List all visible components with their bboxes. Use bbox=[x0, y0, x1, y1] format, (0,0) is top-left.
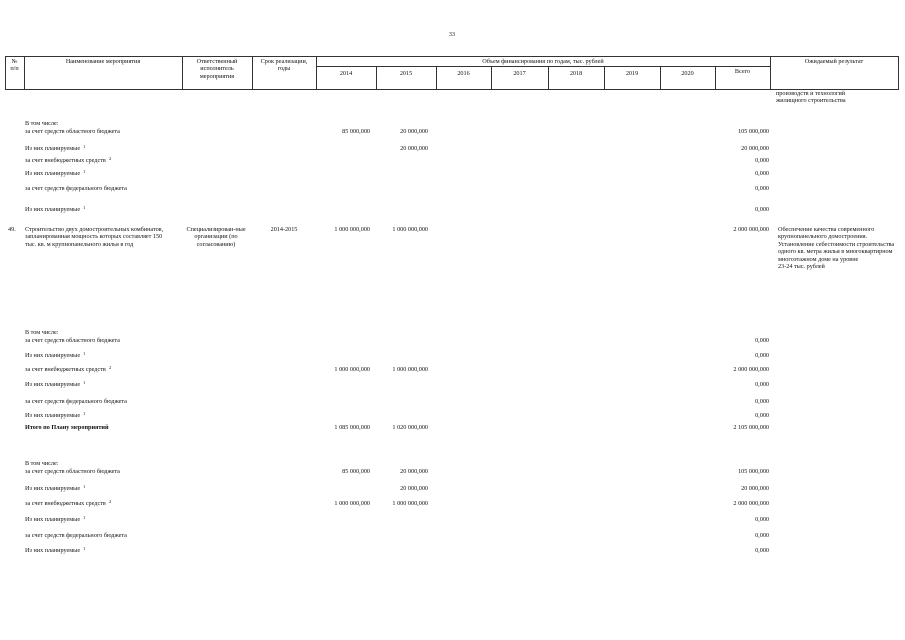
value-total: 2 000 000,000 bbox=[733, 500, 769, 507]
item-2015: 1 000 000,000 bbox=[392, 226, 428, 233]
value-total: 105 000,000 bbox=[738, 128, 769, 135]
itogo-label: Итого по Плану мероприятий bbox=[25, 424, 109, 431]
value-2014: 1 000 000,000 bbox=[334, 366, 370, 373]
item-number: 49. bbox=[8, 226, 16, 233]
itogo-2014: 1 085 000,000 bbox=[334, 424, 370, 431]
row-label: Из них планируемые bbox=[25, 145, 81, 152]
years-rule bbox=[316, 66, 770, 67]
header-bottom-rule bbox=[5, 89, 899, 90]
value-2014: 85 000,000 bbox=[342, 468, 370, 475]
value-total: 0,000 bbox=[755, 412, 769, 419]
value-2014: 85 000,000 bbox=[342, 128, 370, 135]
footnote-mark: 1 bbox=[83, 484, 86, 489]
footnote-wrap bbox=[81, 545, 85, 555]
header-top-rule bbox=[5, 56, 899, 57]
row-label: Из них планируемые bbox=[25, 485, 81, 492]
value-total: 0,000 bbox=[755, 532, 769, 539]
footnote-wrap bbox=[107, 364, 111, 374]
year-2018: 2018 bbox=[569, 70, 583, 77]
item-2014: 1 000 000,000 bbox=[334, 226, 370, 233]
value-total: 0,000 bbox=[755, 206, 769, 213]
value-total: 20 000,000 bbox=[741, 485, 769, 492]
footnote-mark: 1 bbox=[83, 169, 86, 174]
footnote-mark: 1 bbox=[83, 515, 86, 520]
row-label: за счет средств областного бюджета bbox=[25, 337, 120, 344]
row-label: за счет средств федерального бюджета bbox=[25, 185, 127, 192]
item-term: 2014-2015 bbox=[270, 226, 298, 233]
row-label: за счет внебюджетных средств bbox=[25, 500, 106, 507]
row-label: Из них планируемые bbox=[25, 170, 81, 177]
footnote-wrap bbox=[81, 379, 85, 389]
row-label: Из них планируемые bbox=[25, 352, 81, 359]
year-2017: 2017 bbox=[513, 70, 526, 77]
value-total: 0,000 bbox=[755, 337, 769, 344]
row-label: Из них планируемые bbox=[25, 547, 81, 554]
footnote-mark: 1 bbox=[83, 380, 86, 385]
item-exec: Специализирован-ные организации (по согласованию) bbox=[186, 226, 246, 248]
value-2015: 20 000,000 bbox=[400, 468, 428, 475]
year-total: Всего bbox=[734, 68, 751, 75]
itogo-total: 2 105 000,000 bbox=[733, 424, 769, 431]
year-2015: 2015 bbox=[399, 70, 413, 77]
footnote-mark: 2 bbox=[109, 156, 112, 161]
value-2015: 1 000 000,000 bbox=[392, 366, 428, 373]
value-total: 0,000 bbox=[755, 516, 769, 523]
footnote-wrap bbox=[107, 498, 111, 508]
row-label: Из них планируемые bbox=[25, 206, 81, 213]
footnote-wrap bbox=[107, 155, 111, 165]
footnote-mark: 1 bbox=[83, 144, 86, 149]
footnote-wrap bbox=[81, 204, 85, 214]
value-total: 20 000,000 bbox=[741, 145, 769, 152]
value-total: 0,000 bbox=[755, 547, 769, 554]
row-label: за счет средств федерального бюджета bbox=[25, 532, 127, 539]
value-2015: 1 000 000,000 bbox=[392, 500, 428, 507]
year-2020: 2020 bbox=[681, 70, 694, 77]
row-label: Из них планируемые bbox=[25, 412, 81, 419]
value-total: 0,000 bbox=[755, 170, 769, 177]
footnote-mark: 1 bbox=[83, 411, 86, 416]
value-2015: 20 000,000 bbox=[400, 145, 428, 152]
value-2015: 20 000,000 bbox=[400, 128, 428, 135]
vtom-label: В том числе: bbox=[25, 329, 59, 336]
footnote-mark: 1 bbox=[83, 546, 86, 551]
row-label: за счет средств федерального бюджета bbox=[25, 398, 127, 405]
row-label: за счет внебюджетных средств bbox=[25, 366, 106, 373]
header-funding: Объем финансирования по годам, тыс. рублей bbox=[482, 58, 604, 65]
year-2019: 2019 bbox=[625, 70, 639, 77]
footnote-wrap bbox=[81, 143, 85, 153]
value-total: 0,000 bbox=[755, 352, 769, 359]
footnote-wrap bbox=[81, 483, 85, 493]
header-term: Срок реализации, годы bbox=[260, 58, 308, 73]
header-result: Ожидаемый результат bbox=[804, 58, 864, 65]
year-2016: 2016 bbox=[457, 70, 470, 77]
value-total: 0,000 bbox=[755, 157, 769, 164]
row-label: за счет средств областного бюджета bbox=[25, 128, 120, 135]
value-total: 0,000 bbox=[755, 185, 769, 192]
item-name: Строительство двух домостроительных комбинатов, запланированная мощность которых составляет 150 тыс. кв. м крупнопанельного жилья в год bbox=[25, 226, 164, 248]
carry-result: производств и технологий жилищного строительства bbox=[776, 90, 846, 105]
value-total: 105 000,000 bbox=[738, 468, 769, 475]
header-name: Наименование мероприятия bbox=[65, 58, 141, 65]
row-label: Из них планируемые bbox=[25, 381, 81, 388]
row-label: за счет внебюджетных средств bbox=[25, 157, 106, 164]
value-total: 0,000 bbox=[755, 398, 769, 405]
value-2014: 1 000 000,000 bbox=[334, 500, 370, 507]
header-num-text: № п/п bbox=[10, 58, 19, 73]
page-number: 33 bbox=[448, 31, 456, 38]
footnote-wrap bbox=[81, 410, 85, 420]
header-exec: Ответственный исполнитель мероприятия bbox=[196, 58, 238, 80]
item-result: Обеспечение качества современного крупнопанельного домостроения. Установление себестоимости строительства одного кв. метра жилья в многоквартирном многоэтажном доме на уровне 23-24 тыс. рублей bbox=[778, 226, 895, 271]
itogo-2015: 1 020 000,000 bbox=[392, 424, 428, 431]
row-label: за счет средств областного бюджета bbox=[25, 468, 120, 475]
footnote-mark: 2 bbox=[109, 365, 112, 370]
header-num bbox=[5, 58, 24, 73]
footnote-wrap bbox=[81, 514, 85, 524]
footnote-mark: 1 bbox=[83, 205, 86, 210]
value-2015: 20 000,000 bbox=[400, 485, 428, 492]
footnote-mark: 2 bbox=[109, 499, 112, 504]
footnote-wrap bbox=[81, 168, 85, 178]
col-border bbox=[898, 56, 899, 90]
value-total: 2 000 000,000 bbox=[733, 366, 769, 373]
row-label: Из них планируемые bbox=[25, 516, 81, 523]
footnote-wrap bbox=[81, 350, 85, 360]
vtom-label: В том числе: bbox=[25, 120, 59, 127]
item-total: 2 000 000,000 bbox=[733, 226, 769, 233]
year-2014: 2014 bbox=[339, 70, 353, 77]
value-total: 0,000 bbox=[755, 381, 769, 388]
vtom-label: В том числе: bbox=[25, 460, 59, 467]
footnote-mark: 1 bbox=[83, 351, 86, 356]
